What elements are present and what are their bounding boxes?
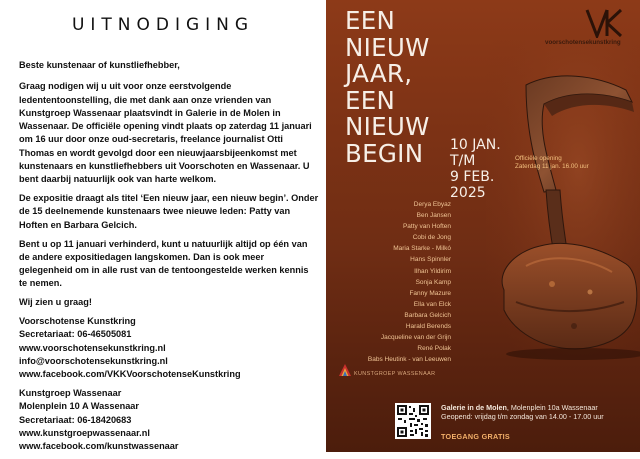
artist-name: Maria Starke - Milkó [393,245,451,253]
sculpture-illustration [486,40,640,360]
artist-name: Babs Heutink - van Leeuwen [367,356,451,364]
title-line: EEN [345,85,396,115]
title-line: BEGIN [345,138,424,168]
artist-name: Ella van Elck [413,300,451,308]
artist-name: Patty van Hoften [402,223,451,231]
artist-name: Fanny Mazure [409,289,451,297]
kunstgroep-logo-text: KUNSTGROEP WASSENAAR [354,371,436,377]
closing: Wij zien u graag! [19,297,92,308]
date-line: 2025 [450,185,486,201]
venue-name: Galerie in de Molen [441,403,507,412]
artist-name: Ben Jansen [416,212,451,220]
org-name: Voorschotense Kunstkring [19,316,136,327]
artist-name: Harald Berends [405,323,451,331]
org-name: Kunstgroep Wassenaar [19,388,122,399]
artist-name: Cobi de Jong [412,234,451,242]
date-range [450,137,501,201]
date-line: 9 FEB. [450,169,495,185]
opening-info [515,155,589,171]
facebook-link[interactable]: www.facebook.com/kunstwassenaar [19,441,179,452]
venue-hours: Geopend: vrijdag t/m zondag van 14.00 - 17.00 uur [441,412,604,421]
qr-code-icon [395,403,431,439]
admission-label: TOEGANG GRATIS [441,432,511,441]
title-line: EEN [345,6,396,35]
venue-address: , Molenplein 10a Wassenaar [506,403,598,412]
poster [326,0,640,452]
opening-line: Zaterdag 11 jan. 16.00 uur [515,163,589,170]
kunstgroep-logo-icon [338,363,352,377]
qr-code[interactable] [395,403,431,439]
vkk-logo-text: voorschotensekunstkring [545,39,621,46]
salutation: Beste kunstenaar of kunstliefhebber, [19,60,180,70]
contact-vkk [19,315,319,381]
paragraph: Graag nodigen wij u uit voor onze eerstvolgende ledententoonstelling, die met dank aan onze vrienden van Kunstgroep Wassenaar plaatsvindt in Galerie in de Molen in Wassenaar. De officiële opening vindt plaats op zaterdag 11 januari om 16 uur door onze oud-secretaris, freelance journalist Otti Thomas en wordt gevolgd door een nieuwjaarsbijeenkomst met kunstenaars en kunstliefhebbers uit Voorschoten en Wassenaar. U bent daarbij natuurlijk ook van harte welkom. [19,81,312,185]
artist-name: Derya Ebyaz [413,201,451,208]
vkk-logo-icon [585,8,625,38]
paragraph: De expositie draagt als titel ‘Een nieuw jaar, een nieuw begin’. Onder de 15 deelnemende kunstenaars twee nieuwe leden: Patty van Hoften en Barbara Gelcich. [19,193,319,230]
facebook-link[interactable]: www.facebook.com/VKKVoorschotenseKunstkring [19,369,241,380]
website-link[interactable]: www.kunstgroepwassenaar.nl [19,427,150,438]
artist-name: Ilhan Yildirim [414,267,451,275]
invitation-title: UITNODIGING [71,15,255,35]
date-line: 10 JAN. [450,137,501,153]
venue-info [441,403,604,421]
address: Molenplein 10 A Wassenaar [19,401,139,412]
contact-kw [19,387,319,453]
title-line: JAAR, [345,59,413,88]
date-line: T/M [450,153,476,169]
poster-title [345,8,430,167]
artist-name: René Polak [417,345,451,353]
paragraph: Bent u op 11 januari verhinderd, kunt u natuurlijk altijd op één van de andere expositiedagen langskomen. Dan is ook meer gelegenheid om in alle rust van de tentoongestelde werken kennis te nemen. [19,238,309,289]
phone: Secretariaat: 06-46505081 [19,329,132,340]
email-link[interactable]: info@voorschotensekunstkring.nl [19,355,168,366]
artist-name: Jacqueline van der Grijn [380,334,451,342]
title-line: NIEUW [345,112,430,141]
phone: Secretariaat: 06-18420683 [19,414,132,425]
website-link[interactable]: www.voorschotensekunstkring.nl [19,342,166,353]
artist-name: Hans Spinnler [410,256,451,264]
venue-line [441,403,604,412]
artist-list [326,199,451,365]
invitation-letter [19,59,319,459]
title-line: NIEUW [345,32,430,62]
opening-line: Officiële opening [515,155,562,162]
artist-name: Sonja Kamp [415,278,451,286]
artist-name: Barbara Gelcich [404,311,451,319]
